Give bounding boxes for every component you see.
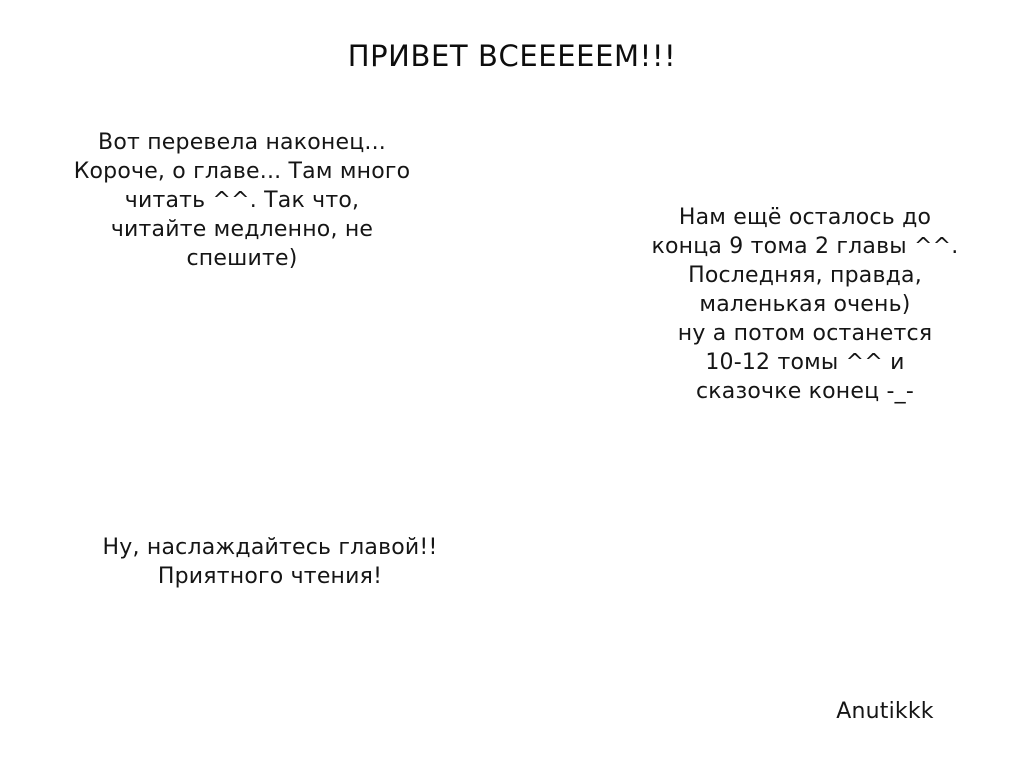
note-right-line-3: Последняя, правда, <box>688 263 922 288</box>
note-left <box>40 128 444 273</box>
note-left-line-4: читайте медленно, не <box>110 217 374 242</box>
page-title <box>0 38 1024 74</box>
note-bottom-line-1: Ну, наслаждайтесь главой!! <box>102 535 438 560</box>
note-right-line-5: ну а потом останется <box>677 321 933 346</box>
note-bottom <box>70 533 470 591</box>
note-bottom-line-2: Приятного чтения! <box>157 564 383 589</box>
note-left-line-1: Вот перевела наконец... <box>98 130 386 155</box>
note-left-line-5: спешите) <box>186 246 298 271</box>
note-right-line-1: Нам ещё осталось до <box>678 205 932 230</box>
note-right-line-6: 10-12 томы ^^ и <box>705 350 905 375</box>
note-right-line-2: конца 9 тома 2 главы ^^. <box>651 234 959 259</box>
note-left-line-3: читать ^^. Так что, <box>124 188 360 213</box>
signature-text: Anutikkk <box>836 699 934 724</box>
note-right <box>610 203 1000 406</box>
note-right-line-7: сказочке конец -_- <box>696 379 914 404</box>
note-right-line-4: маленькая очень) <box>699 292 911 317</box>
title-text: ПРИВЕТ ВСЕЕЕЕЕМ!!! <box>347 39 677 73</box>
signature <box>820 697 950 727</box>
note-left-line-2: Короче, о главе... Там много <box>73 159 411 184</box>
